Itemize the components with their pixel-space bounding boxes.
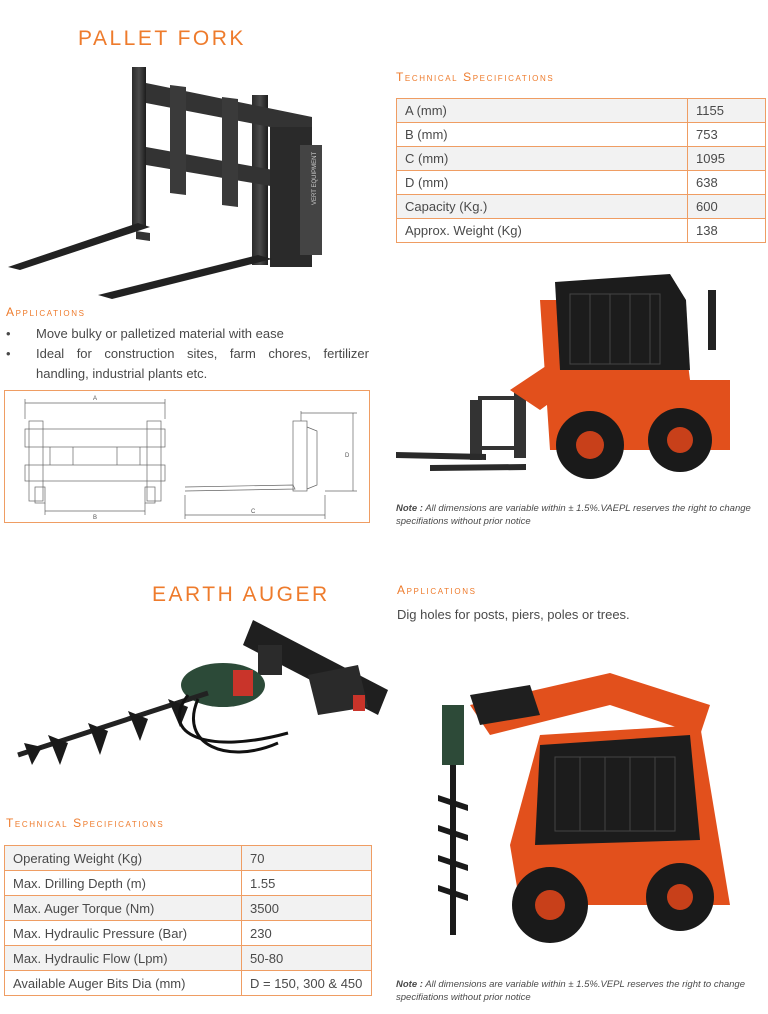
spec-value: 230 xyxy=(242,921,372,946)
earth-auger-title: EARTH AUGER xyxy=(152,583,330,606)
spec-value: 600 xyxy=(688,195,766,219)
note-label: Note : xyxy=(396,503,423,514)
spec-label: C (mm) xyxy=(397,147,688,171)
pallet-specs-heading: Technical Specifications xyxy=(396,70,555,84)
auger-specs-table xyxy=(4,845,372,996)
note-label: Note : xyxy=(396,979,423,990)
spec-label: Operating Weight (Kg) xyxy=(5,846,242,871)
auger-applications-heading: Applications xyxy=(397,583,477,597)
auger-specs-heading: Technical Specifications xyxy=(6,816,165,830)
label-d: D xyxy=(345,453,350,459)
earth-auger-image xyxy=(8,615,388,775)
auger-note xyxy=(396,978,768,1004)
table-row xyxy=(397,123,766,147)
note-text: All dimensions are variable within ± 1.5%.VAEPL reserves the right to change specifiations without prior notice xyxy=(396,503,751,527)
spec-label: Max. Hydraulic Pressure (Bar) xyxy=(5,921,242,946)
pallet-applications-heading: Applications xyxy=(6,305,86,319)
table-row xyxy=(5,971,372,996)
table-row xyxy=(5,921,372,946)
spec-value: D = 150, 300 & 450 xyxy=(242,971,372,996)
spec-label: Max. Hydraulic Flow (Lpm) xyxy=(5,946,242,971)
pallet-note xyxy=(396,502,768,528)
auger-applications-text: Dig holes for posts, piers, poles or trees. xyxy=(397,607,630,622)
spec-label: Available Auger Bits Dia (mm) xyxy=(5,971,242,996)
table-row xyxy=(5,846,372,871)
spec-value: 70 xyxy=(242,846,372,871)
spec-label: A (mm) xyxy=(397,99,688,123)
table-row xyxy=(5,896,372,921)
spec-value: 1095 xyxy=(688,147,766,171)
table-row xyxy=(397,219,766,243)
bullet: • xyxy=(6,326,11,341)
table-row xyxy=(5,946,372,971)
label-a: A xyxy=(93,396,98,402)
dimension-drawing xyxy=(5,391,369,522)
label-c: C xyxy=(251,509,256,515)
spec-value: 1155 xyxy=(688,99,766,123)
table-row xyxy=(397,99,766,123)
table-row xyxy=(397,171,766,195)
spec-value: 1.55 xyxy=(242,871,372,896)
table-row xyxy=(5,871,372,896)
spec-value: 753 xyxy=(688,123,766,147)
dimension-diagram xyxy=(4,390,370,523)
spec-value: 138 xyxy=(688,219,766,243)
spec-value: 3500 xyxy=(242,896,372,921)
spec-value: 50-80 xyxy=(242,946,372,971)
note-text: All dimensions are variable within ± 1.5%.VEPL reserves the right to change specifiations without prior notice xyxy=(396,979,745,1003)
spec-label: Approx. Weight (Kg) xyxy=(397,219,688,243)
pallet-fork-image xyxy=(0,55,345,300)
skid-steer-pallet-fork-image xyxy=(390,260,765,490)
label-b: B xyxy=(93,515,98,521)
pallet-fork-title: PALLET FORK xyxy=(78,27,246,50)
table-row xyxy=(397,147,766,171)
pallet-specs-table xyxy=(396,98,766,243)
skid-steer-auger-image xyxy=(410,665,760,955)
spec-label: Capacity (Kg.) xyxy=(397,195,688,219)
bullet: • xyxy=(6,346,11,361)
spec-label: D (mm) xyxy=(397,171,688,195)
spec-label: Max. Auger Torque (Nm) xyxy=(5,896,242,921)
spec-label: Max. Drilling Depth (m) xyxy=(5,871,242,896)
list-item: • Move bulky or palletized material with ease xyxy=(6,324,369,344)
spec-value: 638 xyxy=(688,171,766,195)
pallet-applications-list xyxy=(6,324,369,384)
fork-brand-text: VERT EQUIPMENT xyxy=(312,151,318,205)
spec-label: B (mm) xyxy=(397,123,688,147)
table-row xyxy=(397,195,766,219)
list-item: • Ideal for construction sites, farm chores, fertilizer handling, industrial plants etc. xyxy=(6,344,369,384)
